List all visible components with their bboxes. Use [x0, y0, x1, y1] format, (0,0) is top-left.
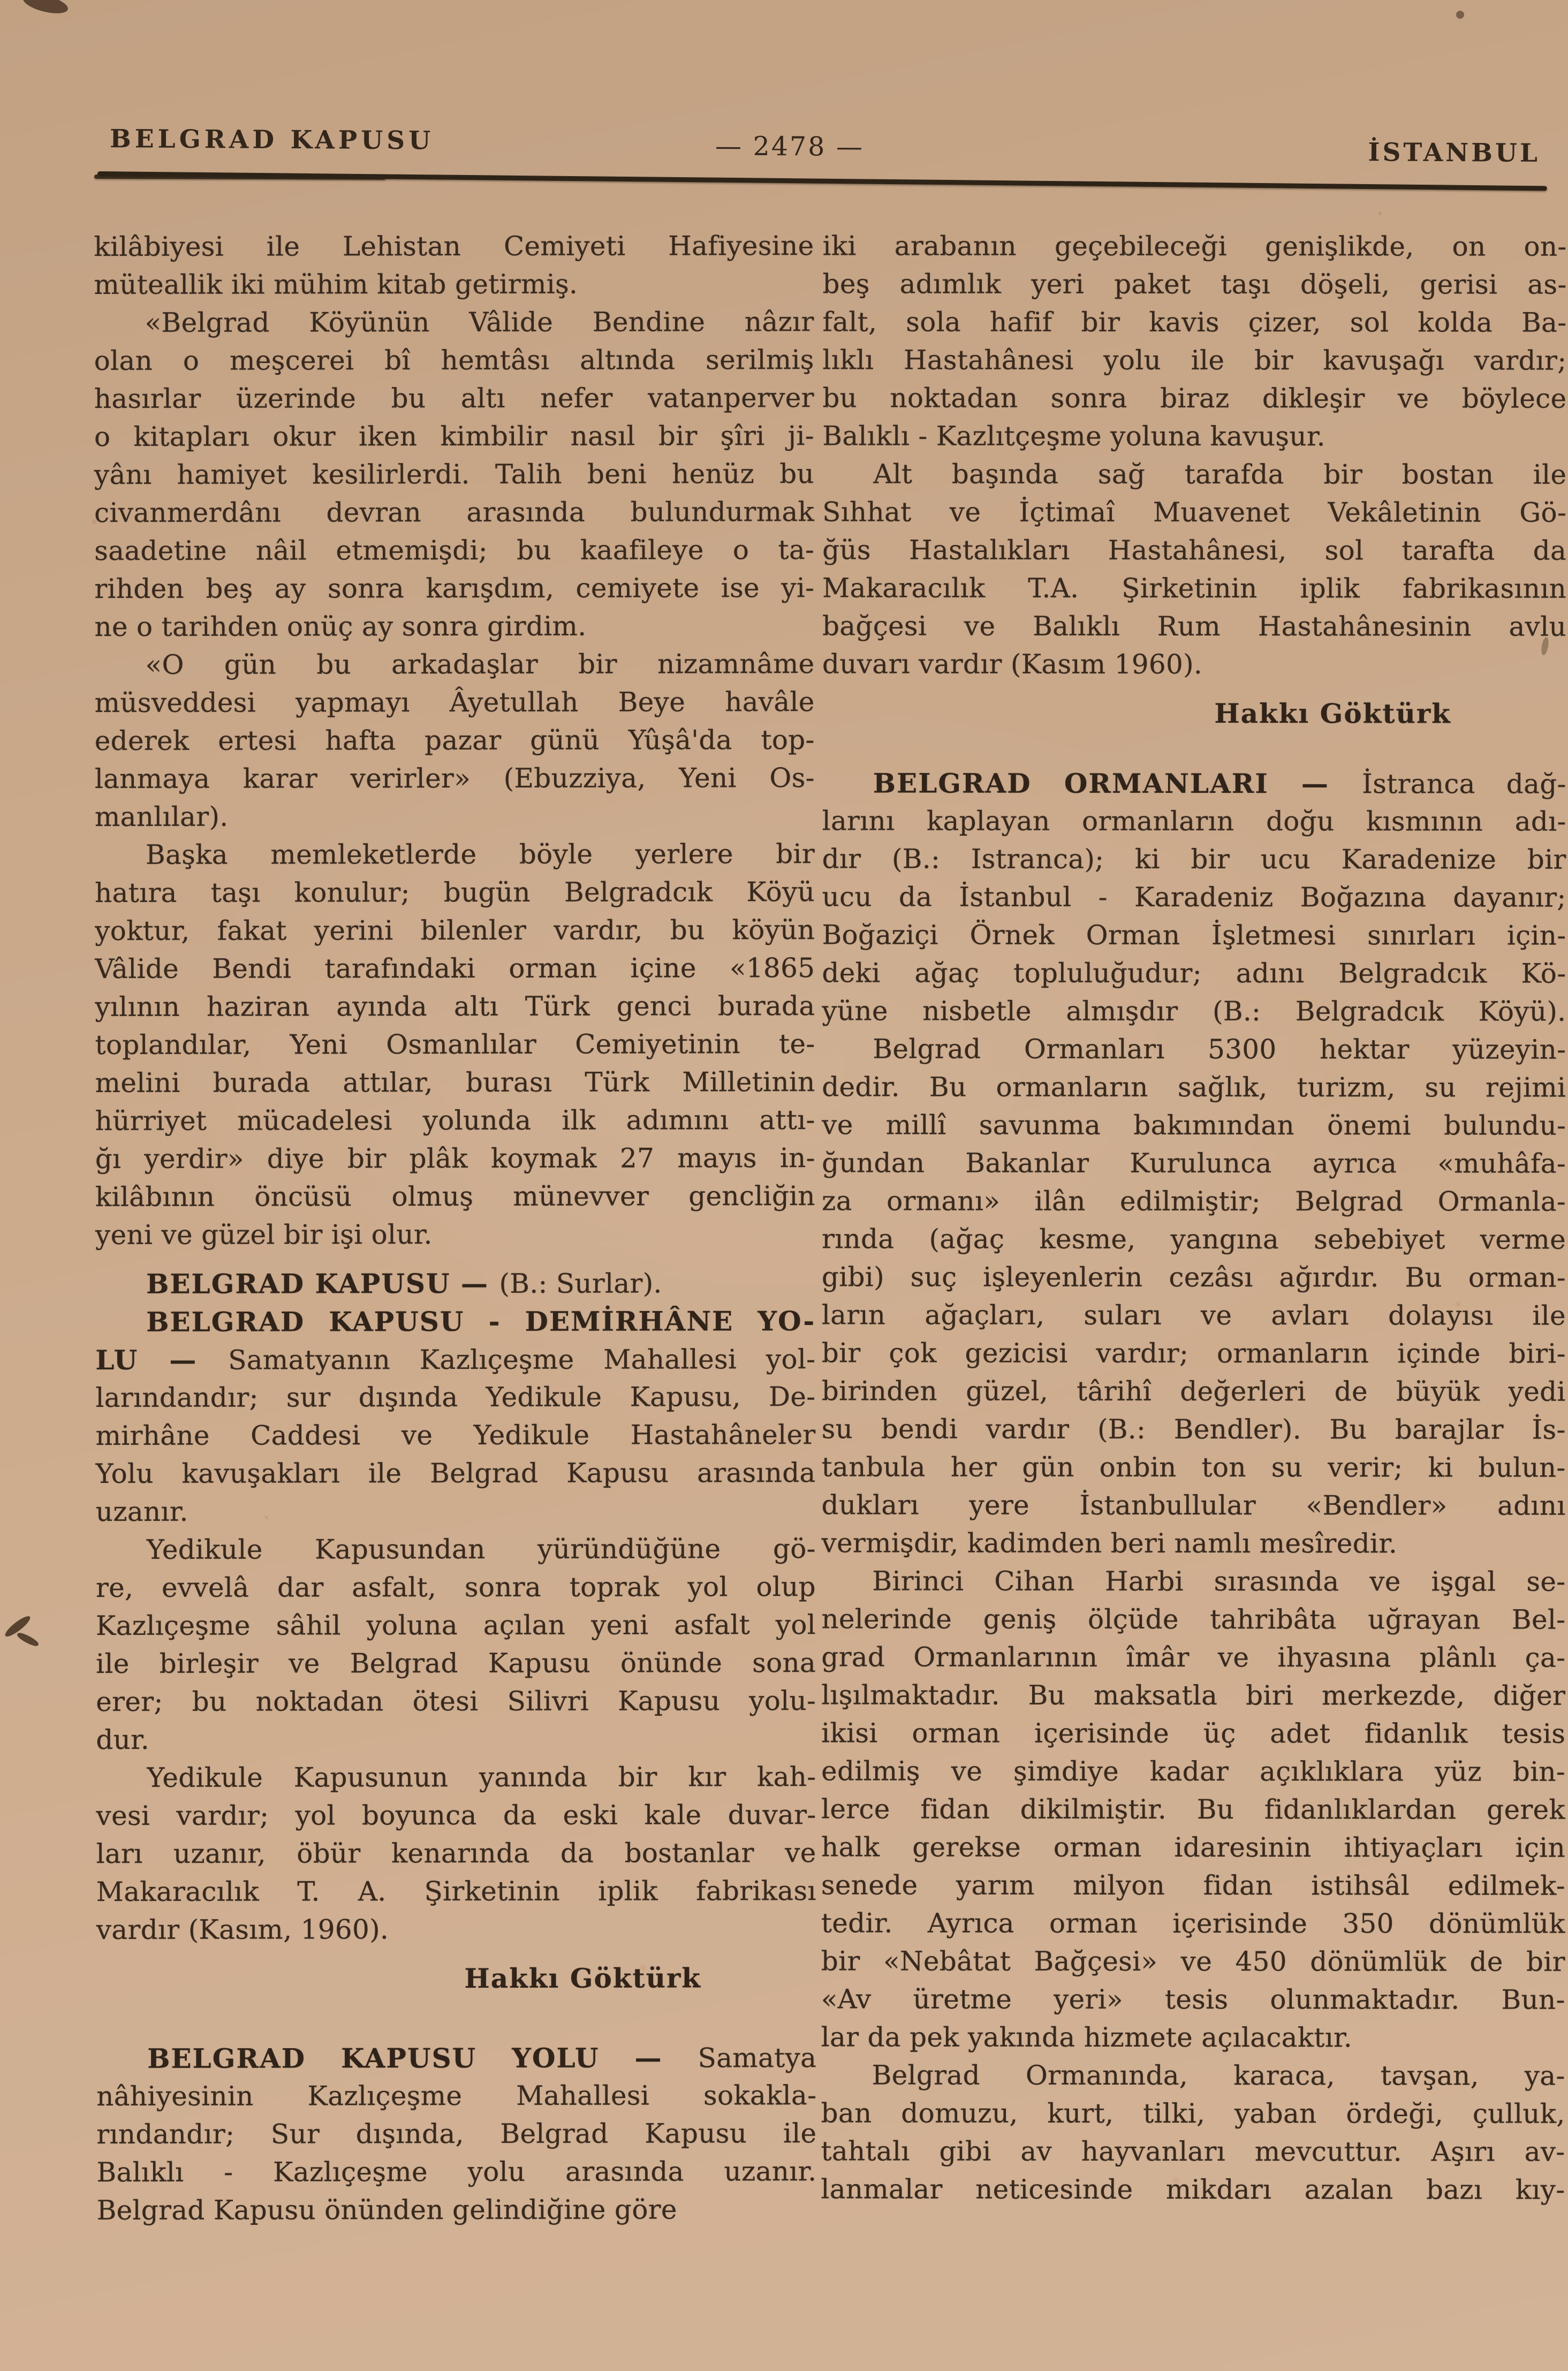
- text-line: [94, 379, 814, 418]
- body-text: rında (ağaç kesme, yangına sebebiyet verme: [821, 1223, 1566, 1255]
- text-line: [822, 878, 1566, 916]
- text-line: [821, 1714, 1565, 1753]
- body-text: hasırlar üzerinde bu altı nefer vatanperver: [94, 382, 814, 414]
- headword-text: Hakkı Göktürk: [1214, 698, 1451, 730]
- text-line: [95, 721, 815, 760]
- text-line: [822, 1030, 1566, 1069]
- body-text: dur.: [96, 1724, 150, 1755]
- text-line: [96, 1872, 816, 1911]
- text-line: [96, 1492, 816, 1531]
- text-line: [821, 1638, 1565, 1677]
- text-line: [95, 1378, 815, 1417]
- text-line: [822, 1220, 1566, 1259]
- text-line: [822, 1372, 1566, 1411]
- text-line: [95, 1302, 815, 1341]
- body-text: bağçesi ve Balıklı Rum Hastahânesinin avlu: [822, 610, 1567, 642]
- body-text: Birinci Cihan Harbi sırasında ve işgal se-: [872, 1565, 1566, 1597]
- text-line: [822, 1258, 1566, 1297]
- body-text: rındandır; Sur dışında, Belgrad Kapusu ile: [96, 2118, 817, 2150]
- headword-text: BELGRAD ORMANLARI —: [873, 767, 1362, 800]
- body-text: tanbula her gün onbin ton su verir; ki bulun-: [821, 1451, 1566, 1483]
- running-title-right: İSTANBUL: [1368, 138, 1541, 169]
- text-line: [821, 1676, 1565, 1715]
- body-text: İstranca dağ-: [1362, 768, 1566, 800]
- body-text: Samatya: [698, 2042, 817, 2074]
- body-text: duvarı vardır (Kasım 1960).: [822, 648, 1203, 680]
- text-line: [822, 303, 1566, 342]
- body-text: Makaracılık T.A. Şirketinin iplik fabrikasının: [822, 572, 1567, 604]
- text-line: [95, 987, 815, 1026]
- body-text: dukları yere İstanbullular «Bendler» adını: [821, 1489, 1566, 1521]
- text-line: [822, 531, 1566, 570]
- text-line: [94, 341, 814, 380]
- headword-text: BELGRAD KAPUSU —: [146, 1267, 499, 1300]
- text-line: [94, 417, 814, 456]
- text-line: [821, 1524, 1565, 1563]
- text-line: [94, 531, 814, 570]
- body-text: müsveddesi yapmayı Âyetullah Beye havâle: [94, 686, 815, 718]
- text-line: [821, 1980, 1565, 2019]
- text-line: [94, 607, 814, 646]
- body-text: ne o tarihden onüç ay sonra girdim.: [94, 610, 587, 642]
- body-text: (B.: Surlar).: [499, 1268, 662, 1299]
- body-text: falt, sola hafif bir kavis çizer, sol kolda Ba-: [822, 306, 1567, 338]
- body-text: erer; bu noktadan ötesi Silivri Kapusu yolu-: [96, 1685, 816, 1717]
- text-line: [95, 1177, 815, 1216]
- text-line: [96, 1720, 816, 1759]
- text-line: [821, 1828, 1565, 1867]
- body-text: Yolu kavuşakları ile Belgrad Kapusu arasında: [95, 1457, 816, 1489]
- text-line: [95, 1264, 815, 1303]
- body-text: yeni ve güzel bir işi olur.: [95, 1219, 433, 1251]
- body-text: gibi) suç işleyenlerin cezâsı ağırdır. Bu orman-: [821, 1261, 1566, 1293]
- text-line: [822, 569, 1566, 608]
- text-line: [822, 1334, 1566, 1373]
- body-text: lıklı Hastahânesi yolu ile bir kavuşağı vardır;: [822, 344, 1567, 376]
- body-text: Alt başında sağ tarafda bir bostan ile: [873, 458, 1567, 490]
- body-text: hürriyet mücadelesi yolunda ilk adımını attı-: [95, 1104, 815, 1137]
- running-title-left: BELGRAD KAPUSU: [109, 124, 435, 156]
- text-line: [822, 954, 1566, 993]
- body-text: saadetine nâil etmemişdi; bu kaafileye o ta-: [94, 534, 815, 566]
- body-text: mirhâne Caddesi ve Yedikule Hastahâneler: [95, 1419, 816, 1451]
- text-line: [821, 2132, 1565, 2171]
- text-line: [96, 1796, 816, 1835]
- body-text: ederek ertesi hafta pazar günü Yûşâ'da top-: [94, 724, 815, 756]
- body-text: bu noktadan sonra biraz dikleşir ve böylece: [822, 382, 1567, 414]
- text-line: [96, 1959, 816, 1998]
- text-line: [822, 1144, 1566, 1183]
- text-line: [94, 569, 814, 608]
- body-text: yoktur, fakat yerini bilenler vardır, bu köyün: [95, 914, 815, 946]
- body-text: «Av üretme yeri» tesis olunmaktadır. Bun-: [821, 1983, 1565, 2016]
- body-text: olan o meşcerei bî hemtâsı altında serilmiş: [94, 344, 814, 376]
- header-rule: [97, 171, 1547, 191]
- text-line: [96, 2153, 816, 2192]
- body-text: ların ağaçları, suları ve avları dolayısı ile: [821, 1299, 1566, 1331]
- page-header: [1, 0, 1568, 169]
- body-text: «Belgrad Köyünün Vâlide Bendine nâzır: [145, 306, 814, 338]
- text-line: [96, 1910, 816, 1949]
- text-line: [94, 265, 814, 304]
- body-text: senede yarım milyon fidan istihsâl edilmek-: [821, 1869, 1565, 1902]
- text-line: [95, 1340, 815, 1379]
- text-line: [822, 1068, 1566, 1107]
- body-text: vesi vardır; yol boyunca da eski kale duvar-: [96, 1799, 816, 1831]
- body-text: ikisi orman içerisinde üç adet fidanlık tesis: [821, 1717, 1566, 1749]
- body-text: deki ağaç topluluğudur; adını Belgradcık Kö-: [822, 957, 1566, 989]
- body-text: Başka memleketlerde böyle yerlere bir: [145, 838, 815, 870]
- text-line: [822, 455, 1566, 494]
- text-line: [822, 417, 1566, 456]
- body-text: lanmaya karar verirler» (Ebuzziya, Yeni Os-: [94, 762, 815, 794]
- text-line: [95, 1025, 815, 1064]
- text-line: [822, 1296, 1566, 1335]
- body-text: dedir. Bu ormanların sağlık, turizm, su rejimi: [822, 1071, 1566, 1103]
- body-text: lar da pek yakında hizmete açılacaktır.: [821, 2021, 1352, 2054]
- text-line: [95, 759, 815, 798]
- paper-speck-top-right: [1456, 11, 1464, 19]
- page-number: — 2478 —: [715, 131, 865, 162]
- header-rule-overlap: [94, 175, 386, 180]
- text-line: [822, 341, 1566, 380]
- text-line: [822, 493, 1566, 532]
- text-line: [95, 797, 815, 836]
- text-line: [823, 265, 1567, 304]
- headword-text: BELGRAD KAPUSU - DEMİRHÂNE YO-: [146, 1305, 816, 1338]
- headword-text: Hakkı Göktürk: [464, 1962, 701, 1994]
- body-text: o kitapları okur iken kimbilir nasıl bir şîri ji-: [94, 420, 814, 452]
- body-text: manlılar).: [94, 801, 229, 832]
- body-text: tahtalı gibi av hayvanları mevcuttur. Aşırı av-: [821, 2135, 1565, 2168]
- text-line: [821, 1600, 1565, 1639]
- text-line: [821, 2018, 1565, 2057]
- body-text: civanmerdânı devran arasında bulundurmak: [94, 496, 815, 528]
- text-line: [96, 1606, 816, 1645]
- body-text: Balıklı - Kazlıçeşme yolu arasında uzanır.: [96, 2156, 817, 2188]
- text-line: [97, 2191, 817, 2230]
- body-text: yüne nisbetle almışdır (B.: Belgradcık Köyü).: [822, 995, 1566, 1027]
- body-text: ucu da İstanbul - Karadeniz Boğazına dayanır;: [822, 881, 1566, 913]
- body-text: kilâbının öncüsü olmuş münevver gencliğin: [95, 1180, 815, 1213]
- body-text: vermişdir, kadimden beri namlı mesîredir.: [821, 1527, 1398, 1559]
- text-line: [821, 1942, 1565, 1981]
- body-text: birinden güzel, târihî değerleri de büyük yedi: [821, 1375, 1566, 1407]
- text-line: [823, 227, 1567, 266]
- body-text: za ormanı» ilân edilmiştir; Belgrad Ormanla-: [822, 1185, 1566, 1217]
- body-text: beş adımlık yeri paket taşı döşeli, gerisi as-: [822, 268, 1567, 300]
- text-line: [96, 1834, 816, 1873]
- text-line: [822, 1182, 1566, 1221]
- body-text: yılının haziran ayında altı Türk genci burada: [95, 990, 815, 1022]
- body-text: halk gerekse orman idaresinin ihtiyaçları için: [821, 1831, 1566, 1864]
- text-line: [821, 2094, 1565, 2133]
- text-line: [822, 1410, 1566, 1449]
- text-line: [821, 1904, 1565, 1943]
- text-line: [96, 1644, 816, 1683]
- body-text: ları uzanır, öbür kenarında da bostanlar ve: [96, 1837, 816, 1869]
- body-text: iki arabanın geçebileceği genişlikde, on on-: [822, 230, 1567, 262]
- ink-smudge-top-left: [21, 0, 70, 17]
- text-line: [822, 1486, 1566, 1525]
- body-text: lerce fidan dikilmiştir. Bu fidanlıklardan gerek: [821, 1793, 1566, 1825]
- body-text: hatıra taşı konulur; bugün Belgradcık Köyü: [95, 876, 815, 908]
- ink-mark-left-margin-2: [16, 1631, 40, 1648]
- text-line: [822, 840, 1566, 878]
- body-text: vardır (Kasım, 1960).: [96, 1914, 389, 1945]
- text-line: [94, 493, 814, 532]
- body-text: Balıklı - Kazlıtçeşme yoluna kavuşur.: [822, 420, 1325, 452]
- text-line: [95, 873, 815, 912]
- text-line: [94, 227, 814, 266]
- text-line: [822, 379, 1566, 418]
- text-line: [96, 1568, 816, 1607]
- body-text: lışılmaktadır. Bu maksatla biri merkezde, diğer: [821, 1679, 1566, 1711]
- body-text: ğüs Hastalıkları Hastahânesi, sol tarafta da: [822, 534, 1567, 566]
- text-line: [95, 1139, 815, 1178]
- text-line: [822, 764, 1566, 802]
- body-text: uzanır.: [95, 1496, 188, 1527]
- text-line: [96, 1454, 816, 1493]
- body-text: Yedikule Kapusundan yüründüğüne gö-: [146, 1533, 816, 1565]
- right-column: [821, 227, 1566, 2229]
- body-text: kilâbiyesi ile Lehistan Cemiyeti Hafiyesine: [94, 230, 814, 262]
- text-line: [96, 2115, 816, 2154]
- body-text: rihden beş ay sonra karışdım, cemiyete ise yi-: [94, 572, 815, 604]
- text-line: [95, 911, 815, 950]
- body-text: Boğaziçi Örnek Orman İşletmesi sınırları için-: [822, 919, 1566, 951]
- body-text: grad Ormanlarının îmâr ve ihyasına plânlı ça-: [821, 1641, 1566, 1673]
- body-text: Kazlıçeşme sâhil yoluna açılan yeni asfalt yol: [95, 1609, 816, 1641]
- text-line: [822, 694, 1566, 732]
- body-text: Sıhhat ve İçtimaî Muavenet Vekâletinin Gö-: [822, 496, 1567, 528]
- text-line: [821, 2056, 1565, 2095]
- text-line: [96, 1682, 816, 1721]
- text-line: [821, 1752, 1565, 1791]
- body-text: Vâlide Bendi tarafındaki orman içine «1865: [95, 952, 815, 984]
- body-text: dır (B.: Istranca); ki bir ucu Karadenize bir: [822, 843, 1566, 875]
- body-text: lanmalar neticesinde mikdarı azalan bazı kıy-: [821, 2173, 1565, 2206]
- body-text: larını kaplayan ormanların doğu kısmının adı-: [822, 805, 1566, 837]
- body-text: toplandılar, Yeni Osmanlılar Cemiyetinin te-: [95, 1028, 815, 1060]
- body-text: melini burada attılar, burası Türk Milletinin: [95, 1066, 815, 1099]
- body-text: Yedikule Kapusunun yanında bir kır kah-: [147, 1761, 816, 1793]
- text-line: [821, 1562, 1565, 1601]
- text-line: [95, 835, 815, 874]
- body-text: «O gün bu arkadaşlar bir nizamnâme: [145, 648, 815, 680]
- text-line: [96, 1758, 816, 1797]
- body-text: tedir. Ayrıca orman içerisinde 350 dönümlük: [821, 1907, 1565, 1940]
- text-line: [94, 455, 814, 494]
- text-line: [96, 2077, 816, 2116]
- body-text: nâhiyesinin Kazlıçeşme Mahallesi sokakla-: [96, 2080, 817, 2112]
- text-line: [822, 992, 1566, 1031]
- text-line: [95, 683, 815, 722]
- body-text: Samatyanın Kazlıçeşme Mahallesi yol-: [228, 1344, 816, 1376]
- headword-text: BELGRAD KAPUSU YOLU —: [147, 2042, 698, 2074]
- body-text: bir çok gezicisi vardır; ormanların içinde biri-: [821, 1337, 1566, 1369]
- body-text: ban domuzu, kurt, tilki, yaban ördeği, çulluk,: [821, 2097, 1565, 2130]
- body-text: yânı hamiyet kesilirlerdi. Talih beni henüz bu: [94, 458, 815, 490]
- body-text: Belgrad Ormanında, karaca, tavşan, ya-: [872, 2059, 1565, 2092]
- text-line: [822, 1448, 1566, 1487]
- body-text: ile birleşir ve Belgrad Kapusu önünde sona: [96, 1647, 816, 1679]
- body-text: larındandır; sur dışında Yedikule Kapusu, De-: [95, 1381, 816, 1413]
- body-text: ğundan Bakanlar Kurulunca ayrıca «muhâfa-: [822, 1147, 1566, 1179]
- text-line: [95, 1101, 815, 1140]
- text-body: [95, 228, 1566, 2229]
- text-line: [94, 645, 814, 684]
- text-line: [95, 1416, 815, 1455]
- text-line: [821, 2170, 1565, 2209]
- body-text: Belgrad Kapusu önünden gelindiğine göre: [96, 2194, 677, 2226]
- body-text: re, evvelâ dar asfalt, sonra toprak yol olup: [95, 1571, 816, 1603]
- left-column: [94, 227, 816, 2230]
- body-text: ve millî savunma bakımından önemi bulundu-: [822, 1109, 1566, 1141]
- text-line: [822, 1106, 1566, 1145]
- body-text: nelerinde geniş ölçüde tahribâta uğrayan Bel-: [821, 1603, 1566, 1635]
- text-line: [822, 916, 1566, 955]
- text-line: [96, 2039, 816, 2078]
- text-line: [94, 303, 814, 342]
- text-line: [821, 1866, 1565, 1905]
- body-text: edilmiş ve şimdiye kadar açıklıklara yüz bin-: [821, 1755, 1566, 1787]
- text-line: [96, 1530, 816, 1569]
- text-line: [822, 802, 1566, 840]
- headword-text: LU —: [95, 1344, 229, 1376]
- text-line: [95, 1215, 815, 1254]
- body-text: Makaracılık T. A. Şirketinin iplik fabrikası: [96, 1875, 816, 1907]
- text-line: [821, 1790, 1565, 1829]
- text-line: [95, 949, 815, 988]
- body-text: su bendi vardır (B.: Bendler). Bu barajlar İs-: [821, 1413, 1566, 1445]
- text-line: [95, 1063, 815, 1102]
- body-text: ğı yerdir» diye bir plâk koymak 27 mayıs in-: [95, 1142, 815, 1175]
- body-text: Belgrad Ormanları 5300 hektar yüzeyin-: [873, 1033, 1566, 1065]
- text-line: [822, 607, 1566, 646]
- text-line: [822, 645, 1566, 684]
- body-text: müteallik iki mühim kitab getirmiş.: [94, 268, 578, 300]
- body-text: bir «Nebâtat Bağçesi» ve 450 dönümlük de bir: [821, 1945, 1565, 1978]
